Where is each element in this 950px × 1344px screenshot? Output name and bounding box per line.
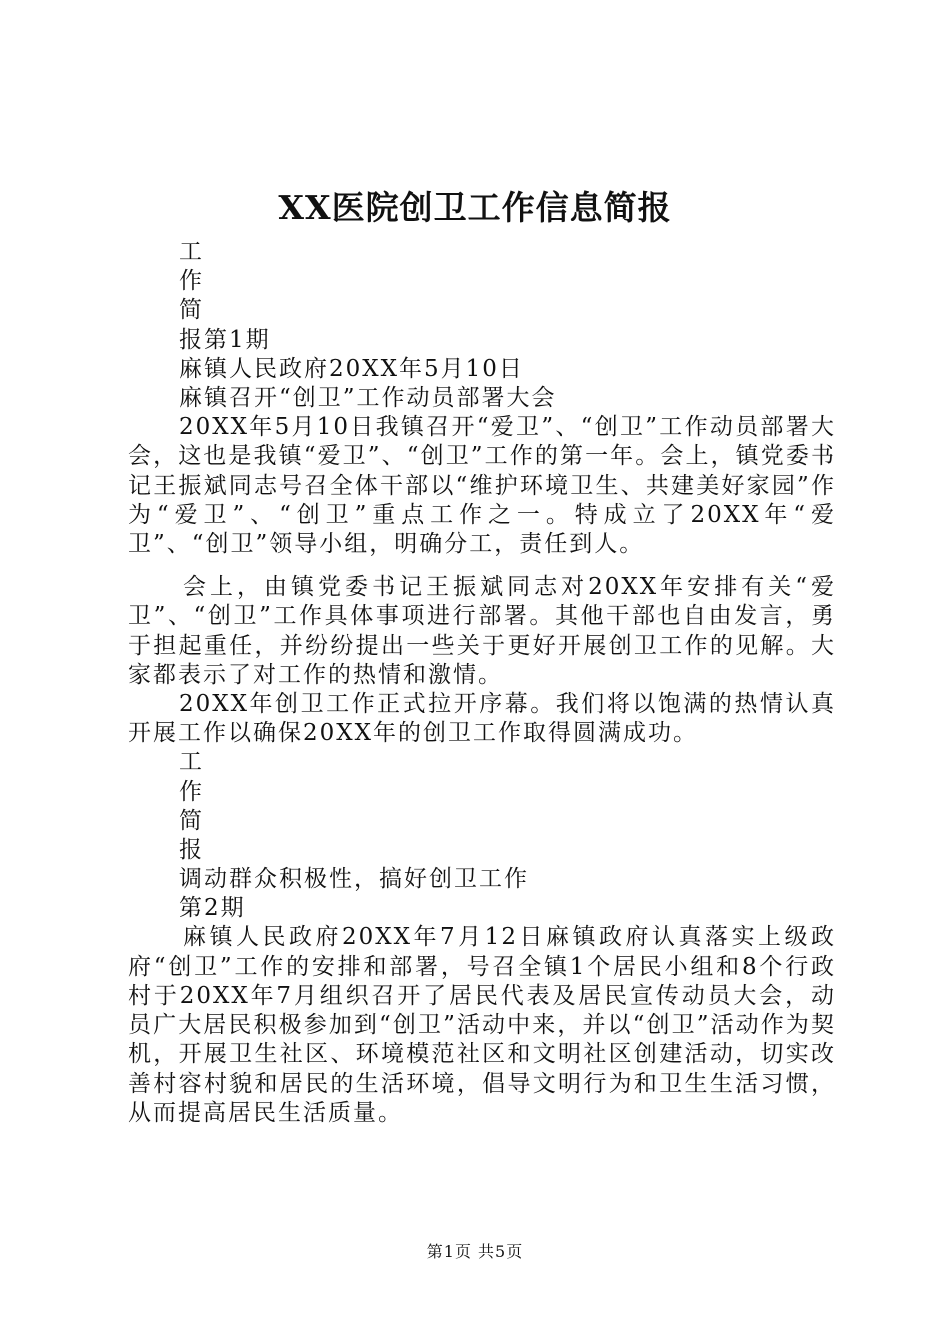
page-footer: 第1页 共5页 xyxy=(426,1242,524,1261)
issue-number: 第2期 xyxy=(179,895,246,922)
vertical-char: 工 xyxy=(179,749,204,776)
vertical-char: 作 xyxy=(179,778,204,805)
paragraph: 20XX年创卫工作正式拉开序幕。我们将以饱满的热情认真开展工作以确保20XX年的创卫工作取得圆满成功。 xyxy=(128,690,836,747)
issue-number: 报第1期 xyxy=(179,326,271,353)
vertical-char: 作 xyxy=(179,268,204,295)
vertical-char: 简 xyxy=(179,807,204,834)
issuer-date: 麻镇人民政府20XX年5月10日 xyxy=(179,355,524,382)
vertical-char: 简 xyxy=(179,297,204,324)
vertical-char: 工 xyxy=(179,239,204,265)
headline: 调动群众积极性，搞好创卫工作 xyxy=(179,866,529,893)
vertical-char: 报 xyxy=(179,836,204,863)
paragraph: 会上，由镇党委书记王振斌同志对20XX年安排有关“爱卫”、“创卫”工作具体事项进行部署。其他干部也自由发言，勇于担起重任，并纷纷提出一些关于更好开展创卫工作的见解。大家都表示了对工作的热情和激情。 xyxy=(128,574,836,688)
paragraph: 20XX年5月10日我镇召开“爱卫”、“创卫”工作动员部署大会，这也是我镇“爱卫”、“创卫”工作的第一年。会上，镇党委书记王振斌同志号召全体干部以“维护环境卫生、共建美好家园”作为“爱卫”、“创卫”重点工作之一。特成立了20XX年“爱卫”、“创卫”领导小组，明确分工，责任到人。 xyxy=(128,414,836,557)
headline: 麻镇召开“创卫”工作动员部署大会 xyxy=(179,384,557,411)
document-title: XX医院创卫工作信息简报 xyxy=(278,188,672,227)
document-body xyxy=(128,238,836,1128)
paragraph: 麻镇人民政府20XX年7月12日麻镇政府认真落实上级政府“创卫”工作的安排和部署，号召全镇1个居民小组和8个行政村于20XX年7月组织召开了居民代表及居民宣传动员大会，动员广大居民积极参加到“创卫”活动中来，并以“创卫”活动作为契机，开展卫生社区、环境模范社区和文明社区创建活动，切实改善村容村貌和居民的生活环境，倡导文明行为和卫生生活习惯，从而提高居民生活质量。 xyxy=(128,924,836,1126)
paragraph-gap xyxy=(128,559,836,573)
